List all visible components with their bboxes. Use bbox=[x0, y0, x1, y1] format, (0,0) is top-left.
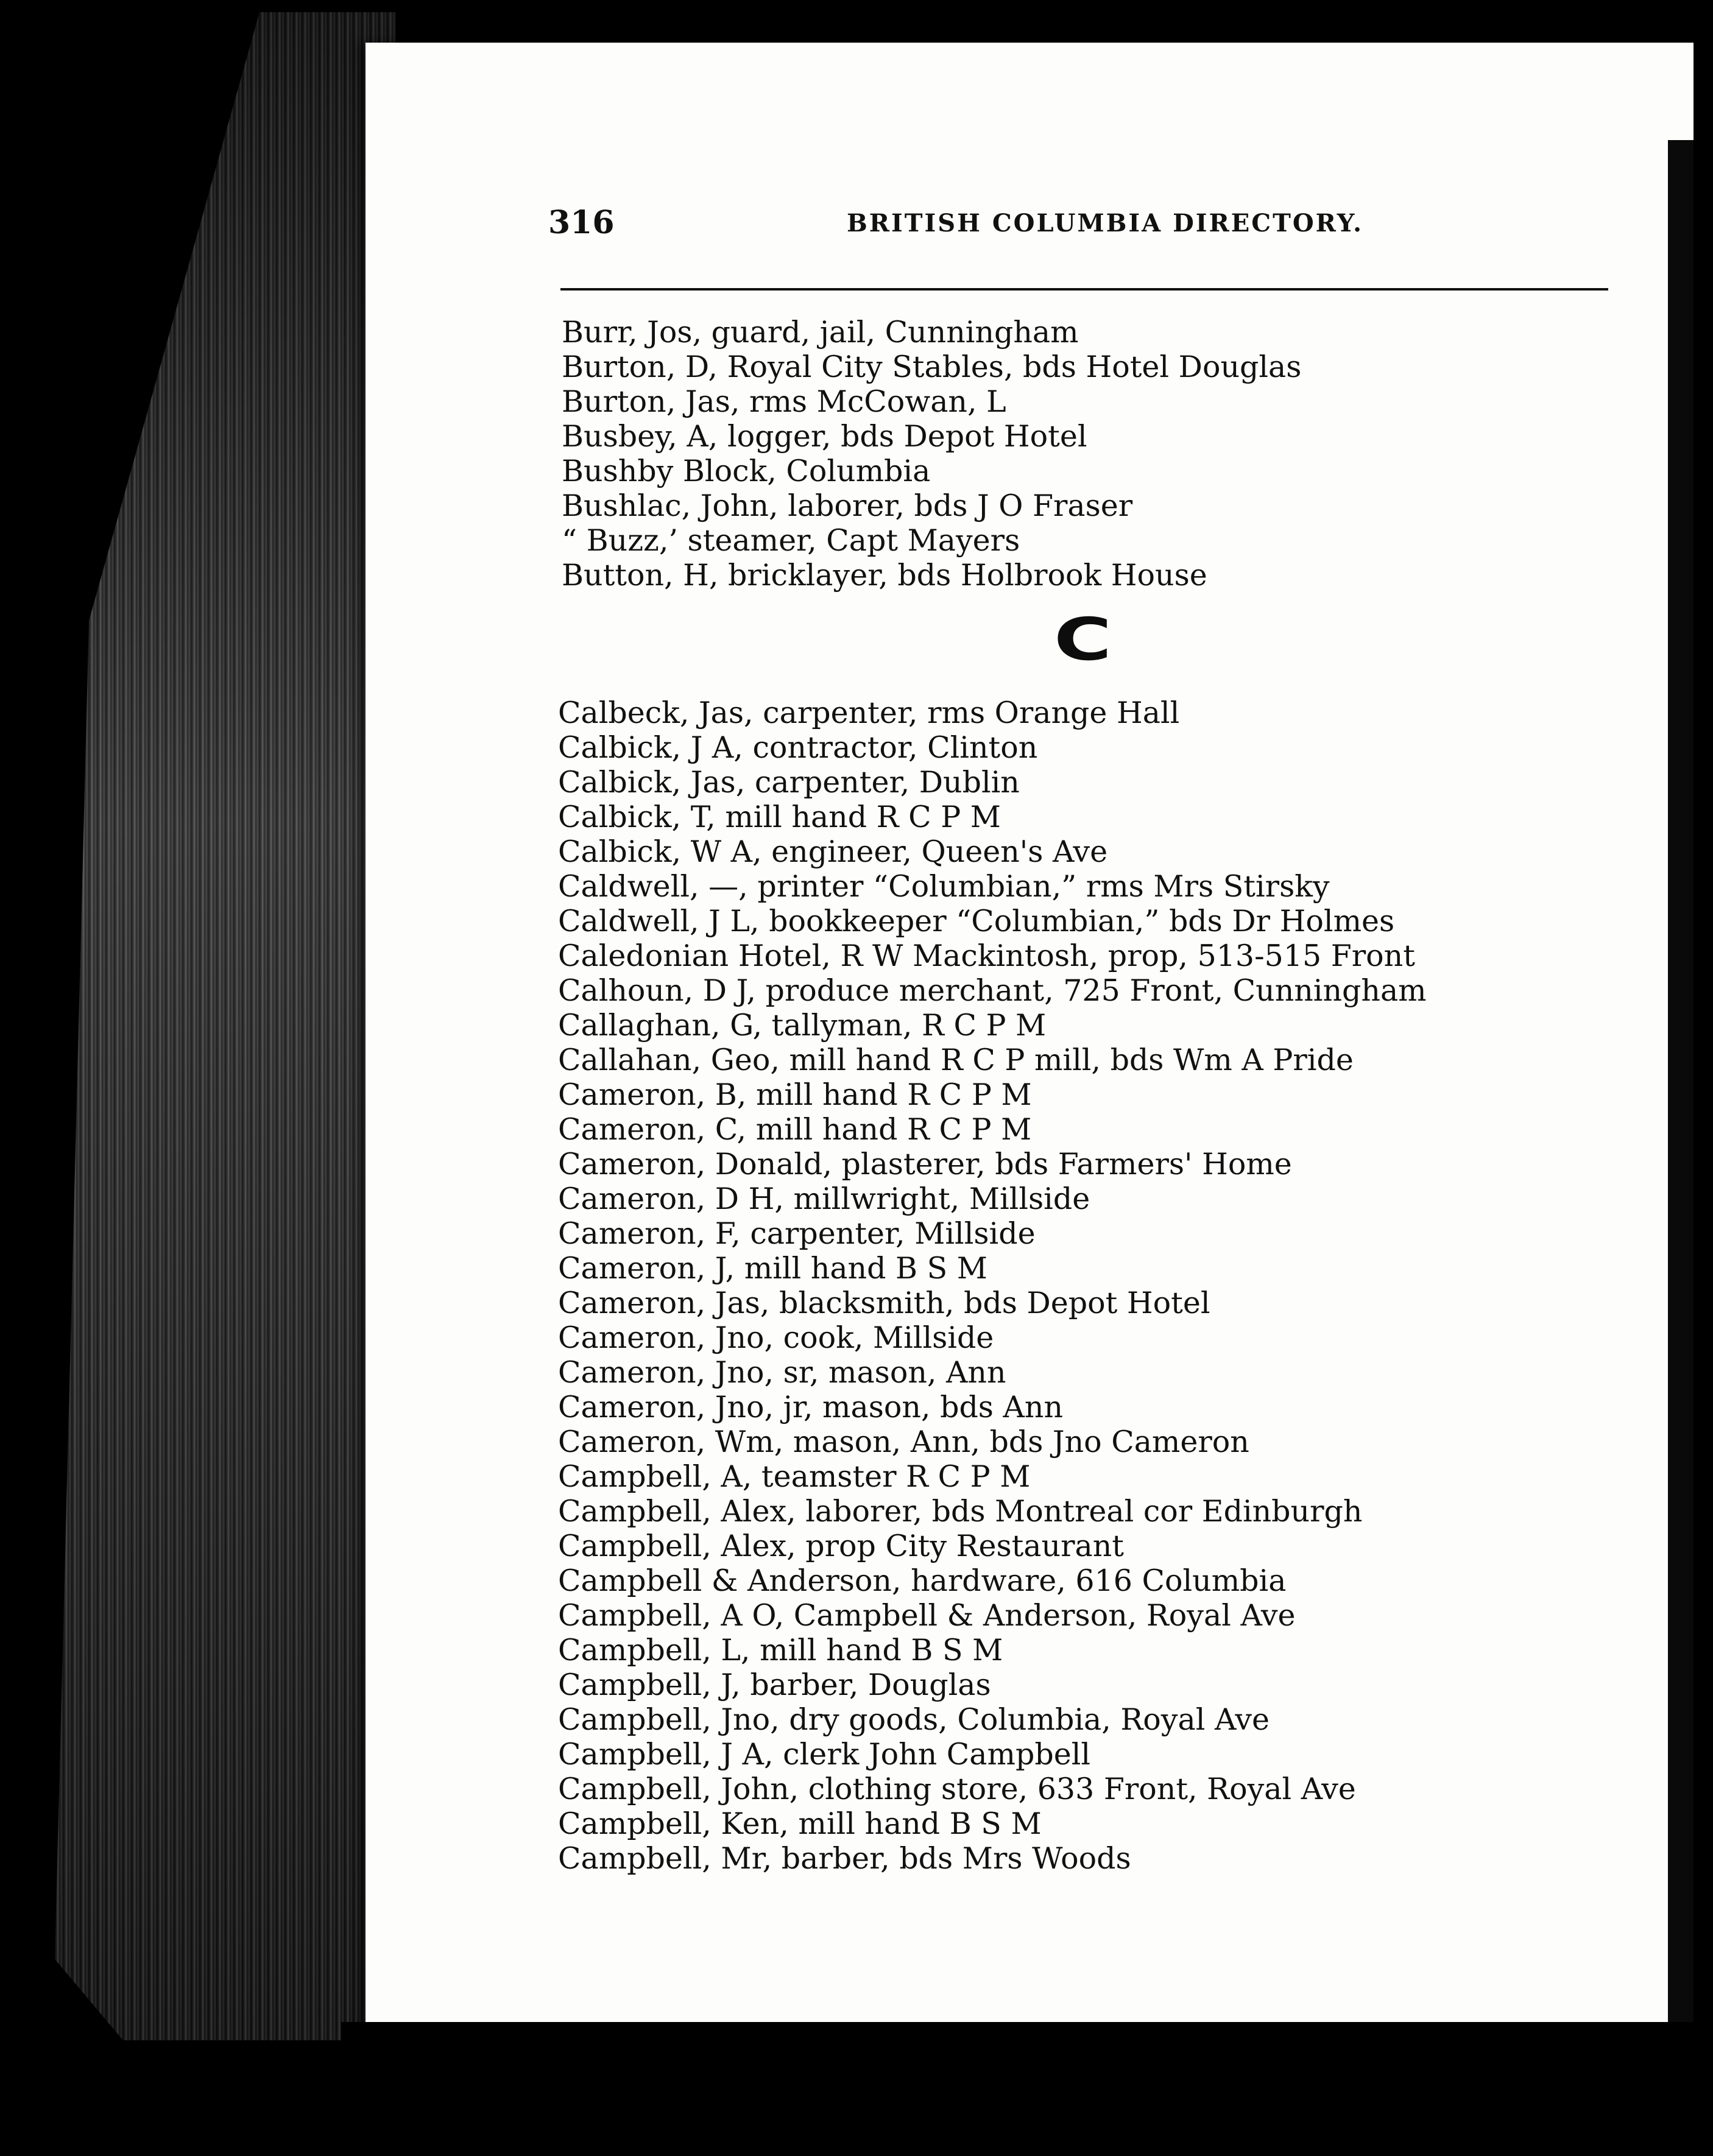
directory-entry: Campbell, Ken, mill hand B S M bbox=[558, 1806, 1042, 1841]
directory-entry: Cameron, Jno, jr, mason, bds Ann bbox=[558, 1390, 1064, 1425]
directory-entry: Cameron, B, mill hand R C P M bbox=[558, 1077, 1032, 1112]
directory-entry: Cameron, Jno, cook, Millside bbox=[558, 1320, 994, 1355]
directory-entry: Bushlac, John, laborer, bds J O Fraser bbox=[562, 488, 1133, 523]
directory-entry: Calbick, W A, engineer, Queen's Ave bbox=[558, 834, 1108, 869]
directory-entry: Cameron, Donald, plasterer, bds Farmers' Home bbox=[558, 1147, 1292, 1182]
directory-entry: Burton, D, Royal City Stables, bds Hotel Douglas bbox=[562, 350, 1302, 384]
directory-entry: Campbell, A O, Campbell & Anderson, Royal Ave bbox=[558, 1598, 1296, 1633]
directory-entry: Cameron, C, mill hand R C P M bbox=[558, 1112, 1032, 1147]
directory-entry: Bushby Block, Columbia bbox=[562, 454, 931, 488]
directory-entry: Cameron, D H, millwright, Millside bbox=[558, 1182, 1090, 1216]
directory-entry: Burton, Jas, rms McCowan, L bbox=[562, 384, 1006, 419]
directory-entry: Campbell & Anderson, hardware, 616 Columbia bbox=[558, 1563, 1287, 1598]
directory-entry: Cameron, Jno, sr, mason, Ann bbox=[558, 1355, 1006, 1390]
directory-entry: Caldwell, J L, bookkeeper “Columbian,” bds Dr Holmes bbox=[558, 904, 1395, 939]
directory-entry: Calbick, T, mill hand R C P M bbox=[558, 800, 1001, 834]
directory-entry: Burr, Jos, guard, jail, Cunningham bbox=[562, 315, 1079, 350]
directory-entry: Campbell, Mr, barber, bds Mrs Woods bbox=[558, 1841, 1131, 1876]
directory-entry: “ Buzz,’ steamer, Capt Mayers bbox=[562, 523, 1020, 558]
page-number: 316 bbox=[548, 204, 615, 241]
header-rule bbox=[560, 288, 1608, 291]
bottom-shadow bbox=[341, 2022, 1713, 2156]
directory-entry: Cameron, F, carpenter, Millside bbox=[558, 1216, 1036, 1251]
directory-entry: Cameron, Wm, mason, Ann, bds Jno Cameron bbox=[558, 1425, 1249, 1459]
directory-entry: Campbell, J A, clerk John Campbell bbox=[558, 1737, 1091, 1772]
directory-entry: Campbell, Alex, prop City Restaurant bbox=[558, 1529, 1124, 1563]
section-letter-c: C bbox=[1054, 605, 1112, 674]
directory-entry: Callaghan, G, tallyman, R C P M bbox=[558, 1008, 1047, 1043]
directory-entry: Cameron, Jas, blacksmith, bds Depot Hotel bbox=[558, 1286, 1210, 1320]
directory-page bbox=[366, 43, 1694, 2037]
directory-entry: Campbell, A, teamster R C P M bbox=[558, 1459, 1031, 1494]
directory-entry: Callahan, Geo, mill hand R C P mill, bds Wm A Pride bbox=[558, 1043, 1354, 1077]
directory-entry: Calbick, Jas, carpenter, Dublin bbox=[558, 765, 1020, 800]
directory-entry: Caledonian Hotel, R W Mackintosh, prop, 513-515 Front bbox=[558, 939, 1415, 973]
directory-entry: Calbick, J A, contractor, Clinton bbox=[558, 730, 1038, 765]
directory-entry: Caldwell, —, printer “Columbian,” rms Mrs Stirsky bbox=[558, 869, 1330, 904]
section-b-entries bbox=[562, 315, 1713, 593]
directory-entry: Busbey, A, logger, bds Depot Hotel bbox=[562, 419, 1087, 454]
directory-entry: Campbell, L, mill hand B S M bbox=[558, 1633, 1003, 1668]
directory-entry: Campbell, Alex, laborer, bds Montreal cor Edinburgh bbox=[558, 1494, 1363, 1529]
directory-entry: Cameron, J, mill hand B S M bbox=[558, 1251, 987, 1286]
running-title: BRITISH COLUMBIA DIRECTORY. bbox=[847, 209, 1364, 238]
directory-entry: Campbell, Jno, dry goods, Columbia, Royal Ave bbox=[558, 1702, 1270, 1737]
book-page-edges bbox=[55, 12, 396, 2040]
directory-entry: Campbell, J, barber, Douglas bbox=[558, 1668, 991, 1702]
section-c-entries bbox=[558, 696, 1713, 1876]
directory-entry: Button, H, bricklayer, bds Holbrook House bbox=[562, 558, 1207, 593]
directory-entry: Campbell, John, clothing store, 633 Front, Royal Ave bbox=[558, 1772, 1356, 1806]
running-head bbox=[548, 174, 1706, 241]
directory-entry: Calhoun, D J, produce merchant, 725 Front, Cunningham bbox=[558, 973, 1427, 1008]
directory-entry: Calbeck, Jas, carpenter, rms Orange Hall bbox=[558, 696, 1180, 730]
page-gutter-shadow bbox=[1668, 140, 1694, 2077]
